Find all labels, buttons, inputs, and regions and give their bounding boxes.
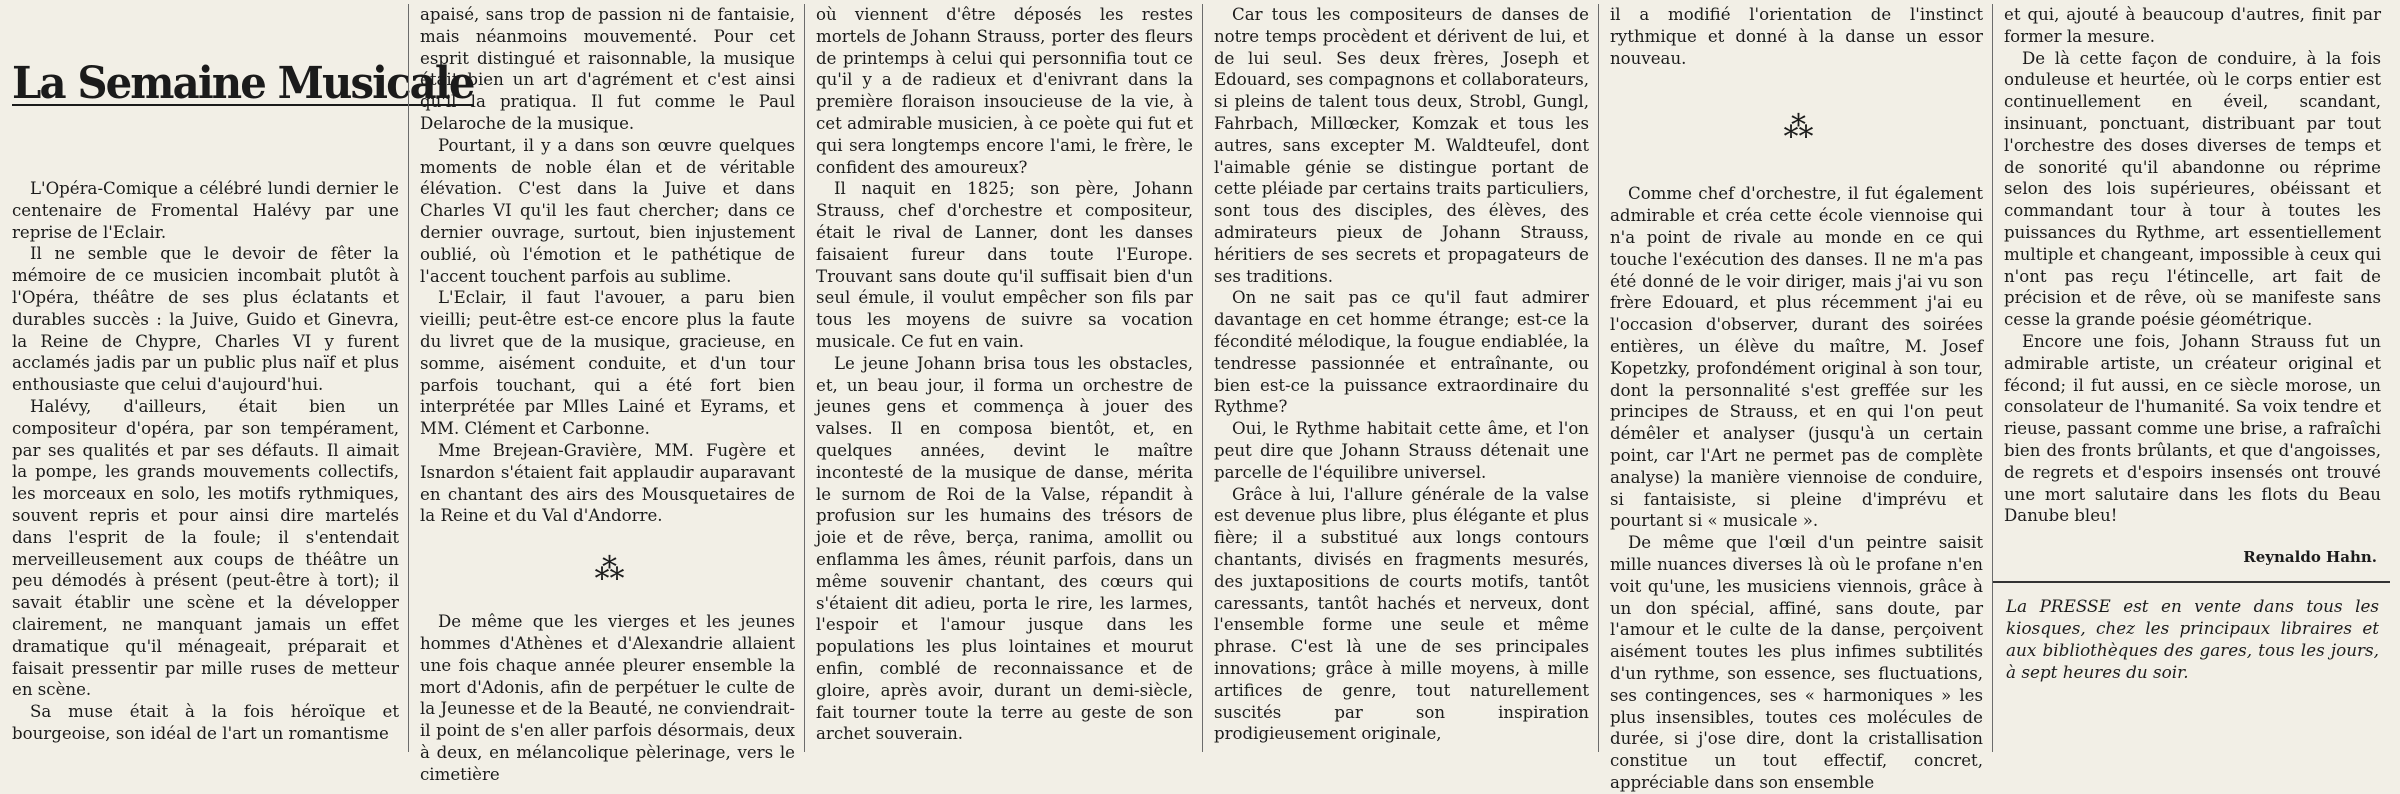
paragraph: Grâce à lui, l'allure générale de la valse est devenue plus libre, plus élégante et plus fière; il a substitué aux longs contours chantants, divisés en fragments mesurés, des juxtapositions de courts motifs, tantôt caressants, tantôt hachés et nerveux, dont l'ensemble forme une seule et même phrase. C'est là une de ses principales innovations; grâce à mille moyens, à mille artifices de genre, tout naturellement suscités par son inspiration prodigieusement originale, (1214, 484, 1589, 744)
paragraph: Le jeune Johann brisa tous les obstacles, et, un beau jour, il forma un orchestre de jeunes gens et commença à jouer des valses. Il en composa bientôt, et, en quelques années, devint le maître incontesté de la musique de danse, mérita le surnom de Roi de la Valse, répandit à profusion sur les humains des trésors de joie et de rêve, berça, ranima, amollit ou enflamma les âmes, réunit parfois, dans un même souvenir chantant, des cœurs qui s'étaient dit adieu, porta le rire, les larmes, l'espoir et l'amour jusque dans les populations les plus lointaines et mourut enfin, comblé de reconnaissance et de gloire, après avoir, durant un demi-siècle, fait tourner toute la terre au geste de son archet souverain. (816, 353, 1193, 744)
paragraph: Sa muse était à la fois héroïque et bourgeoise, son idéal de l'art un romantisme (12, 702, 399, 743)
paragraph: Encore une fois, Johann Strauss fut un admirable artiste, un créateur original et fécond; il fut aussi, en ce siècle morose, un consolateur de l'humanité. Sa voix tendre et rieuse, passant comme une brise, a rafraîchi bien des fronts brûlants, et que d'angoisses, de regrets et d'espoirs insensés ont trouvé une mort salutaire dans les flots du Beau Danube bleu! (2004, 331, 2381, 526)
paragraph: où viennent d'être déposés les restes mortels de Johann Strauss, porter des fleurs de printemps à celui qui personnifia tout ce qu'il y a de radieux et d'enivrant dans la première floraison insoucieuse de la vie, à cet admirable musicien, à ce poète qui fut et qui sera longtemps encore l'ami, le frère, le confident des amoureux? (816, 5, 1193, 177)
sales-notice: La PRESSE est en vente dans tous les kiosques, chez les principaux libraires et aux bibliothèques des gares, tous les jours, à sept heures du soir. (2006, 595, 2379, 682)
column-2 (408, 4, 804, 784)
paragraph: Il ne semble que le devoir de fêter la mémoire de ce musicien incombait plutôt à l'Opéra, théâtre de ses plus éclatants et durables succès : la Juive, Guido et Ginevra, la Reine de Chypre, Charles VI y furent acclamés jadis par un public plus naïf et plus enthousiaste que celui d'aujourd'hui. (12, 244, 399, 395)
paragraph: Oui, le Rythme habitait cette âme, et l'on peut dire que Johann Strauss détenait une parcelle de l'équilibre universel. (1214, 419, 1589, 482)
paragraph: Pourtant, il y a dans son œuvre quelques moments de noble élan et de véritable élévation. C'est dans la Juive et dans Charles VI qu'il les faut chercher; dans ce dernier ouvrage, surtout, bien injustement oublié, où l'émotion et le pathétique de l'accent touchent parfois au sublime. (420, 135, 795, 286)
paragraph: On ne sait pas ce qu'il faut admirer davantage en cet homme étrange; est-ce la fécondité mélodique, la fougue endiablée, la tendresse passionnée et entraînante, ou bien est-ce la puissance extraordinaire du Rythme? (1214, 288, 1589, 417)
column-4 (1202, 4, 1598, 752)
section-separator: ⁂ (1783, 110, 1810, 146)
paragraph: Comme chef d'orchestre, il fut également admirable et créa cette école viennoise qui n'a point de rivale au monde en ce qui touche l'exécution des danses. Il ne m'a pas été donné de le voir diriger, mais j'ai vu son frère Edouard, et plus récemment j'ai eu l'occasion d'observer, durant des soirées entières, un élève du maître, M. Josef Kopetzky, profondément original à son tour, dont la personnalité s'est greffée sur les principes de Strauss, et en qui l'on peut démêler et analyser (jusqu'à un certain point, car l'Art ne permet pas de complète analyse) la manière viennoise de conduire, si fantaisiste, si pleine d'imprévu et pourtant si « musicale ». (1610, 184, 1983, 531)
paragraph: et qui, ajouté à beaucoup d'autres, finit par former la mesure. (2004, 5, 2381, 46)
column-3 (804, 4, 1202, 752)
paragraph: De même que l'œil d'un peintre saisit mille nuances diverses là où le profane n'en voit qu'une, les musiciens viennois, grâce à un don spécial, affiné, sans doute, par l'amour et le culte de la danse, perçoivent aisément toutes les plus infimes subtilités d'un rythme, son essence, ses fluctuations, ses contingences, ses « harmoniques » les plus insensibles, toutes ces molécules de durée, si j'ose dire, dont la cristallisation constitue un tout effectif, concret, appréciable dans son ensemble (1610, 533, 1983, 792)
column-1 (10, 4, 474, 752)
column-6 (1992, 4, 2390, 752)
article-title: La Semaine Musicale (12, 58, 474, 109)
paragraph: apaisé, sans trop de passion ni de fantaisie, mais néanmoins mouvementé. Pour cet esprit distingué et raisonnable, la musique était bien un art d'agrément et c'est ainsi qu'il la pratiqua. Il fut comme le Paul Delaroche de la musique. (420, 5, 795, 133)
paragraph: Halévy, d'ailleurs, était bien un compositeur d'opéra, par son tempérament, par ses qualités et par ses défauts. Il aimait la pompe, les grands mouvements collectifs, les morceaux en solo, les motifs rythmiques, souvent repris et pour ainsi dire martelés dans l'esprit de la foule; il s'entendait merveilleusement aux coups de théâtre un peu démodés à présent (peut-être à tort); il savait établir une scène et la développer clairement, ne manquant jamais un effet dramatique qu'il ménageait, préparait et faisait pressentir par mille ruses de metteur en scène. (12, 396, 399, 700)
paragraph: L'Opéra-Comique a célébré lundi dernier le centenaire de Fromental Halévy par une reprise de l'Eclair. (12, 179, 399, 242)
column-5 (1598, 4, 1992, 792)
paragraph: Il naquit en 1825; son père, Johann Strauss, chef d'orchestre et compositeur, était le rival de Lanner, dont les danses faisaient fureur dans toute l'Europe. Trouvant sans doute qu'il suffisait bien d'un seul émule, il voulut empêcher son fils par tous les moyens de suivre sa vocation musicale. Ce fut en vain. (816, 179, 1193, 351)
paragraph: L'Eclair, il faut l'avouer, a paru bien vieilli; peut-être est-ce encore plus la faute du livret que de la musique, gracieuse, en somme, aisément conduite, et d'un tour parfois touchant, qui a été fort bien interprétée par Mlles Lainé et Eyrams, et MM. Clément et Carbonne. (420, 288, 795, 439)
author-signature: Reynaldo Hahn. (2243, 548, 2377, 567)
paragraph: De même que les vierges et les jeunes hommes d'Athènes et d'Alexandrie allaient une fois chaque année pleurer ensemble la mort d'Adonis, afin de perpétuer le culte de la Jeunesse et de la Beauté, ne conviendrait-il point de s'en aller parfois désormais, deux à deux, en mélancolique pèlerinage, vers le cimetière (420, 612, 795, 784)
section-separator: ⁂ (594, 552, 621, 588)
paragraph: De là cette façon de conduire, à la fois onduleuse et heurtée, où le corps entier est continuellement en éveil, scandant, insinuant, ponctuant, distribuant par tout l'orchestre des doses diverses de temps et de sonorité qu'il abandonne ou réprime selon des lois supérieures, obéissant et commandant tour à tour à toutes les puissances du Rythme, art essentiellement multiple et changeant, impossible à ceux qui n'ont pas reçu l'étincelle, art fait de précision et de rêve, où se manifeste sans cesse la grande poésie géométrique. (2004, 48, 2381, 330)
paragraph: Car tous les compositeurs de danses de notre temps procèdent et dérivent de lui, et de lui seul. Ses deux frères, Joseph et Edouard, ses compagnons et collaborateurs, si pleins de talent tous deux, Strobl, Gungl, Fahrbach, Millœcker, Komzak et tous les autres, sans excepter M. Waldteufel, dont l'aimable génie se distingue portant de cette pléiade par certains traits particuliers, sont tous des disciples, des élèves, des admirateurs pieux de Johann Strauss, héritiers de ses secrets et propagateurs de ses traditions. (1214, 5, 1589, 286)
paragraph: Mme Brejean-Gravière, MM. Fugère et Isnardon s'étaient fait applaudir auparavant en chantant des airs des Mousquetaires de la Reine et du Val d'Andorre. (420, 440, 795, 526)
paragraph: il a modifié l'orientation de l'instinct rythmique et donné à la danse un essor nouveau. (1610, 5, 1983, 68)
